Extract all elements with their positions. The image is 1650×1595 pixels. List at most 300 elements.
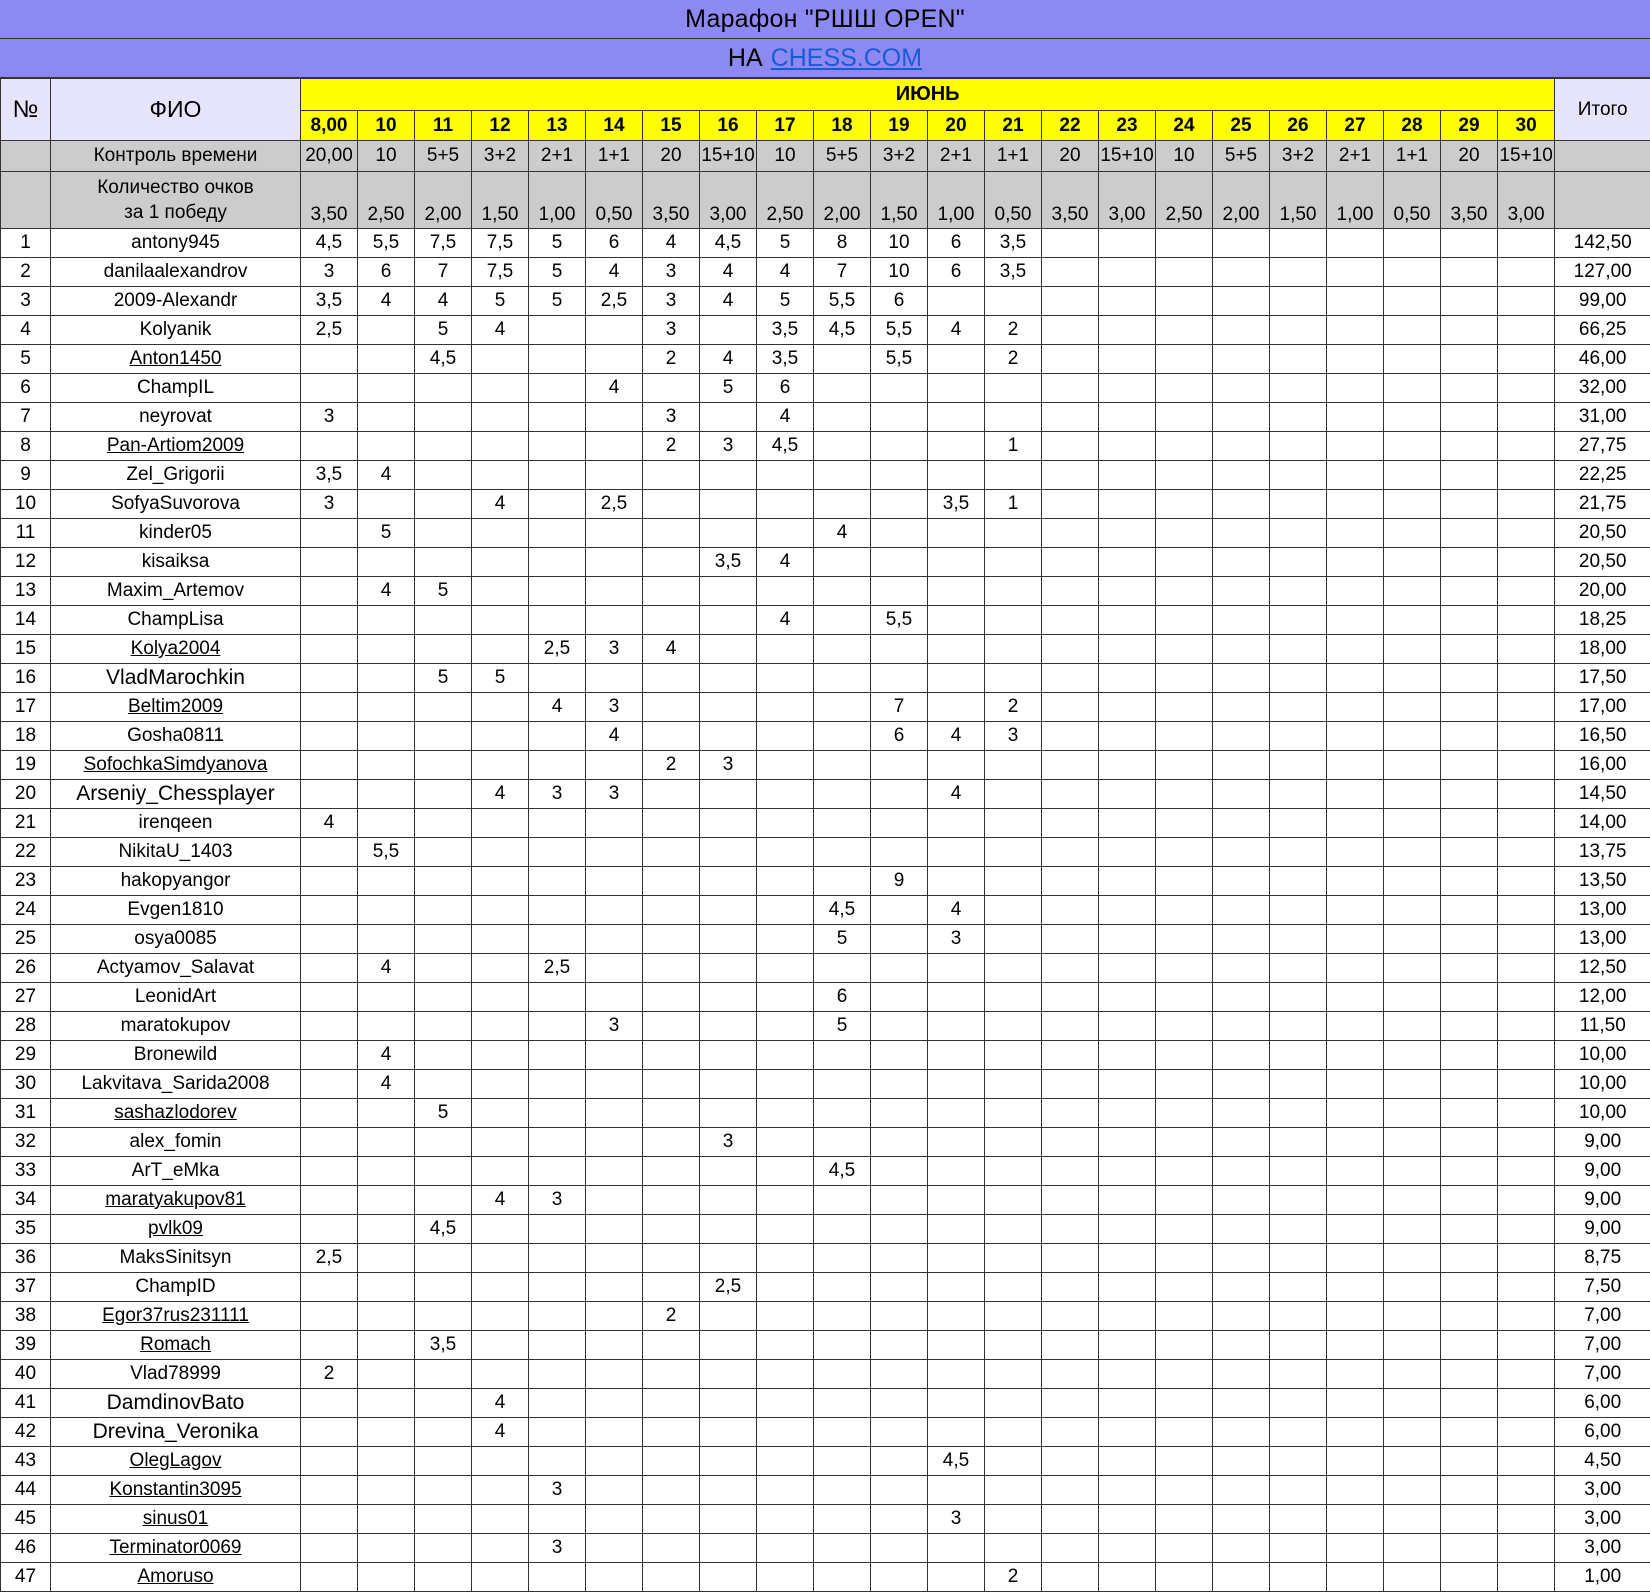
total-cell: 4,50	[1555, 1447, 1650, 1476]
points-per-win-cell: 1,00	[928, 172, 985, 229]
score-cell	[1498, 983, 1555, 1012]
score-cell: 6	[871, 287, 928, 316]
score-cell	[358, 925, 415, 954]
score-cell	[1384, 1012, 1441, 1041]
score-cell: 2,5	[586, 490, 643, 519]
score-cell	[1384, 1186, 1441, 1215]
score-cell	[1327, 1244, 1384, 1273]
score-cell	[586, 345, 643, 374]
player-name[interactable]: Anton1450	[129, 348, 222, 369]
score-cell	[415, 693, 472, 722]
table-row	[1, 1534, 1650, 1563]
score-cell	[757, 1128, 814, 1157]
score-cell	[301, 1157, 358, 1186]
score-cell: 6	[358, 258, 415, 287]
score-cell	[1099, 664, 1156, 693]
score-cell	[1384, 1157, 1441, 1186]
score-cell	[1270, 519, 1327, 548]
score-cell	[871, 751, 928, 780]
total-cell: 127,00	[1555, 258, 1650, 287]
score-cell	[1327, 1331, 1384, 1360]
score-cell	[928, 1302, 985, 1331]
score-cell	[643, 1099, 700, 1128]
time-control-cell: 10	[358, 141, 415, 172]
score-cell	[1042, 345, 1099, 374]
player-name[interactable]: Kolya2004	[130, 638, 221, 659]
score-cell	[1270, 577, 1327, 606]
score-cell	[1099, 693, 1156, 722]
score-cell	[814, 606, 871, 635]
score-cell	[757, 983, 814, 1012]
score-cell	[757, 1012, 814, 1041]
score-cell	[643, 722, 700, 751]
score-cell: 3	[700, 751, 757, 780]
score-cell	[928, 1128, 985, 1157]
player-name: Actyamov_Salavat	[96, 957, 255, 978]
score-cell	[1156, 1563, 1213, 1592]
total-cell: 31,00	[1555, 403, 1650, 432]
score-cell	[1441, 374, 1498, 403]
score-cell	[1327, 635, 1384, 664]
score-cell	[928, 809, 985, 838]
score-cell: 7,5	[415, 229, 472, 258]
score-cell	[1099, 1360, 1156, 1389]
score-cell	[1156, 1273, 1213, 1302]
row-number: 29	[1, 1041, 51, 1070]
table-row	[1, 1563, 1650, 1592]
score-cell	[1327, 925, 1384, 954]
score-cell: 4	[472, 1186, 529, 1215]
score-cell	[358, 664, 415, 693]
score-cell	[358, 1534, 415, 1563]
score-cell	[472, 1563, 529, 1592]
score-cell	[529, 809, 586, 838]
player-name[interactable]: sashazlodorev	[114, 1102, 237, 1123]
score-cell: 3	[586, 635, 643, 664]
score-cell	[757, 1099, 814, 1128]
score-cell	[1441, 925, 1498, 954]
score-cell	[586, 1534, 643, 1563]
score-cell	[814, 548, 871, 577]
score-cell	[928, 403, 985, 432]
player-name-cell	[51, 1563, 301, 1592]
score-cell	[1156, 577, 1213, 606]
score-cell	[1441, 1418, 1498, 1447]
table-row	[1, 577, 1650, 606]
table-row	[1, 664, 1650, 693]
score-cell	[643, 1215, 700, 1244]
total-cell: 3,00	[1555, 1505, 1650, 1534]
score-cell	[586, 664, 643, 693]
score-cell: 5,5	[871, 345, 928, 374]
score-cell	[1441, 1244, 1498, 1273]
score-cell	[643, 1447, 700, 1476]
score-cell	[985, 867, 1042, 896]
score-cell	[1042, 1070, 1099, 1099]
player-name[interactable]: Beltim2009	[127, 696, 224, 717]
score-cell	[871, 403, 928, 432]
score-cell	[358, 403, 415, 432]
score-cell	[1099, 1128, 1156, 1157]
player-name[interactable]: Terminator0069	[109, 1537, 242, 1558]
score-cell	[1156, 1099, 1213, 1128]
score-cell	[586, 432, 643, 461]
score-cell	[529, 867, 586, 896]
points-per-win-cell: 3,50	[1042, 172, 1099, 229]
row-number: 9	[1, 461, 51, 490]
score-cell	[871, 1534, 928, 1563]
score-cell	[1099, 780, 1156, 809]
row-number: 11	[1, 519, 51, 548]
score-cell	[415, 1534, 472, 1563]
score-cell	[1384, 693, 1441, 722]
score-cell	[1498, 1099, 1555, 1128]
total-cell: 9,00	[1555, 1215, 1650, 1244]
row-number: 33	[1, 1157, 51, 1186]
score-cell	[1270, 925, 1327, 954]
score-cell	[1042, 1186, 1099, 1215]
score-cell	[1498, 577, 1555, 606]
score-cell	[757, 867, 814, 896]
header-name: ФИО	[51, 79, 301, 141]
score-cell	[1270, 1447, 1327, 1476]
score-cell	[928, 1186, 985, 1215]
player-name-cell	[51, 1215, 301, 1244]
score-cell	[985, 548, 1042, 577]
score-cell	[1099, 403, 1156, 432]
score-cell	[301, 751, 358, 780]
score-cell	[643, 1418, 700, 1447]
player-name[interactable]: Amoruso	[137, 1566, 214, 1587]
table-row	[1, 345, 1650, 374]
score-cell	[1270, 896, 1327, 925]
table-row	[1, 1418, 1650, 1447]
score-cell	[1213, 1447, 1270, 1476]
score-cell	[1270, 1128, 1327, 1157]
score-cell	[358, 432, 415, 461]
score-cell	[1270, 838, 1327, 867]
score-cell	[472, 403, 529, 432]
score-cell	[415, 983, 472, 1012]
row-number: 22	[1, 838, 51, 867]
score-cell	[358, 1244, 415, 1273]
score-cell	[1099, 345, 1156, 374]
score-cell	[1327, 664, 1384, 693]
score-cell	[1327, 1476, 1384, 1505]
player-name[interactable]: Egor37rus231111	[102, 1305, 249, 1326]
score-cell: 1	[985, 432, 1042, 461]
score-cell	[928, 345, 985, 374]
score-cell	[1213, 577, 1270, 606]
score-cell	[814, 345, 871, 374]
player-name[interactable]: sinus01	[142, 1508, 209, 1529]
score-cell	[1327, 1099, 1384, 1128]
score-cell	[871, 1215, 928, 1244]
score-cell	[415, 780, 472, 809]
total-cell: 1,00	[1555, 1563, 1650, 1592]
player-name: VladMarochkin	[106, 666, 245, 689]
score-cell	[814, 1302, 871, 1331]
score-cell	[586, 1128, 643, 1157]
score-cell	[472, 1099, 529, 1128]
score-cell	[1099, 606, 1156, 635]
score-cell	[358, 722, 415, 751]
score-cell	[757, 577, 814, 606]
score-cell: 7	[871, 693, 928, 722]
score-cell	[1099, 229, 1156, 258]
score-cell	[1327, 403, 1384, 432]
score-cell	[529, 403, 586, 432]
score-cell	[700, 809, 757, 838]
score-cell: 7,5	[472, 258, 529, 287]
score-cell: 4	[472, 1389, 529, 1418]
player-name-cell	[51, 1447, 301, 1476]
day-header: 16	[700, 111, 757, 141]
pts-total-blank	[1555, 172, 1650, 229]
score-cell	[1327, 1157, 1384, 1186]
score-cell	[1327, 983, 1384, 1012]
score-cell	[757, 1534, 814, 1563]
player-name-cell	[51, 1534, 301, 1563]
score-cell	[1270, 1012, 1327, 1041]
score-cell	[358, 1186, 415, 1215]
score-cell	[1441, 606, 1498, 635]
tc-total-blank	[1555, 141, 1650, 172]
score-cell	[586, 1041, 643, 1070]
score-cell	[358, 780, 415, 809]
score-cell	[757, 1360, 814, 1389]
score-cell: 3	[700, 432, 757, 461]
score-cell	[415, 1070, 472, 1099]
score-cell	[1441, 780, 1498, 809]
score-cell	[643, 867, 700, 896]
score-cell	[301, 345, 358, 374]
score-cell	[1042, 1244, 1099, 1273]
score-cell	[928, 374, 985, 403]
total-cell: 20,50	[1555, 519, 1650, 548]
score-cell	[1099, 1099, 1156, 1128]
score-cell	[643, 1244, 700, 1273]
score-cell	[1498, 780, 1555, 809]
score-cell	[1441, 1070, 1498, 1099]
player-name-cell	[51, 1505, 301, 1534]
score-cell	[1042, 1563, 1099, 1592]
score-cell	[586, 519, 643, 548]
score-cell	[1384, 1215, 1441, 1244]
points-per-win-cell: 3,50	[643, 172, 700, 229]
score-cell	[358, 1563, 415, 1592]
total-cell: 13,50	[1555, 867, 1650, 896]
score-cell: 5,5	[871, 606, 928, 635]
score-cell	[1384, 954, 1441, 983]
points-per-win-cell: 1,00	[1327, 172, 1384, 229]
score-cell	[358, 1476, 415, 1505]
player-name[interactable]: OlegLagov	[129, 1450, 222, 1471]
score-cell	[757, 1244, 814, 1273]
score-cell	[1213, 1389, 1270, 1418]
table-row	[1, 1302, 1650, 1331]
score-cell	[1270, 461, 1327, 490]
score-cell	[415, 896, 472, 925]
score-cell	[985, 1476, 1042, 1505]
score-cell	[1213, 1215, 1270, 1244]
score-cell	[301, 1476, 358, 1505]
player-name-cell	[51, 1302, 301, 1331]
score-cell	[871, 635, 928, 664]
score-cell	[586, 867, 643, 896]
score-cell	[1498, 1534, 1555, 1563]
score-cell	[586, 751, 643, 780]
score-cell	[1156, 1389, 1213, 1418]
day-header: 22	[1042, 111, 1099, 141]
score-cell	[301, 896, 358, 925]
score-cell	[643, 1041, 700, 1070]
chess-com-link[interactable]: CHESS.COM	[770, 43, 923, 72]
score-cell: 3,5	[301, 461, 358, 490]
player-name: Evgen1810	[127, 899, 224, 920]
score-cell	[472, 1360, 529, 1389]
score-cell	[757, 461, 814, 490]
score-cell: 3	[301, 258, 358, 287]
total-cell: 9,00	[1555, 1128, 1650, 1157]
score-cell	[1156, 635, 1213, 664]
day-header: 11	[415, 111, 472, 141]
total-cell: 21,75	[1555, 490, 1650, 519]
score-cell	[529, 519, 586, 548]
score-cell: 5	[757, 229, 814, 258]
score-cell	[1099, 838, 1156, 867]
score-cell	[1384, 1331, 1441, 1360]
score-cell	[1498, 432, 1555, 461]
score-cell: 5,5	[358, 229, 415, 258]
score-cell	[1156, 954, 1213, 983]
score-cell	[358, 1302, 415, 1331]
score-cell	[529, 461, 586, 490]
table-row	[1, 1273, 1650, 1302]
score-cell	[1213, 896, 1270, 925]
score-cell	[1213, 461, 1270, 490]
score-cell	[1327, 1215, 1384, 1244]
score-cell: 5	[415, 664, 472, 693]
score-cell	[928, 1476, 985, 1505]
score-cell	[814, 1505, 871, 1534]
score-cell	[1042, 1041, 1099, 1070]
score-cell	[814, 1070, 871, 1099]
score-cell	[1384, 432, 1441, 461]
score-cell	[358, 606, 415, 635]
score-cell	[1156, 1447, 1213, 1476]
score-cell	[643, 693, 700, 722]
score-cell: 2,5	[700, 1273, 757, 1302]
player-name[interactable]: Romach	[140, 1334, 211, 1355]
score-cell	[871, 1418, 928, 1447]
score-cell	[871, 490, 928, 519]
total-cell: 10,00	[1555, 1070, 1650, 1099]
score-cell: 4,5	[415, 345, 472, 374]
score-cell	[985, 1215, 1042, 1244]
score-cell: 1	[985, 490, 1042, 519]
score-cell	[1384, 983, 1441, 1012]
player-name-cell	[51, 896, 301, 925]
score-cell	[1099, 1389, 1156, 1418]
row-number: 45	[1, 1505, 51, 1534]
score-cell	[871, 577, 928, 606]
time-control-cell: 5+5	[814, 141, 871, 172]
player-name[interactable]: SofochkaSimdyanova	[83, 754, 268, 775]
score-cell	[1156, 1302, 1213, 1331]
score-cell	[1270, 1041, 1327, 1070]
player-name-cell	[51, 316, 301, 345]
score-cell	[700, 1476, 757, 1505]
score-cell	[1270, 1302, 1327, 1331]
player-name[interactable]: pvlk09	[148, 1218, 203, 1239]
player-name[interactable]: Pan-Artiom2009	[106, 435, 245, 456]
total-cell: 7,00	[1555, 1360, 1650, 1389]
score-cell	[1441, 1041, 1498, 1070]
time-control-cell: 2+1	[529, 141, 586, 172]
player-name[interactable]: maratyakupov81	[105, 1189, 246, 1210]
score-cell	[1213, 1273, 1270, 1302]
score-cell	[1441, 1389, 1498, 1418]
score-cell	[301, 1331, 358, 1360]
player-name[interactable]: Konstantin3095	[109, 1479, 242, 1500]
score-cell	[1156, 548, 1213, 577]
score-cell	[1384, 606, 1441, 635]
score-cell	[985, 1099, 1042, 1128]
score-cell	[1498, 258, 1555, 287]
player-name-cell	[51, 1273, 301, 1302]
score-cell	[1099, 1215, 1156, 1244]
row-number: 2	[1, 258, 51, 287]
score-cell	[1213, 1186, 1270, 1215]
score-cell	[985, 1505, 1042, 1534]
score-cell	[1042, 1389, 1099, 1418]
score-cell: 2,5	[301, 1244, 358, 1273]
score-cell	[1384, 722, 1441, 751]
score-cell	[1327, 1012, 1384, 1041]
player-name: antony945	[131, 232, 220, 253]
score-cell: 4	[358, 577, 415, 606]
score-cell	[1384, 316, 1441, 345]
score-cell: 4	[358, 1070, 415, 1099]
score-cell	[472, 1447, 529, 1476]
time-control-cell: 5+5	[415, 141, 472, 172]
score-cell	[1213, 1244, 1270, 1273]
score-cell	[871, 432, 928, 461]
score-cell	[1498, 1041, 1555, 1070]
score-cell	[1270, 1476, 1327, 1505]
score-cell	[472, 635, 529, 664]
total-cell: 14,50	[1555, 780, 1650, 809]
score-cell	[1384, 374, 1441, 403]
score-cell	[1042, 316, 1099, 345]
score-cell	[1156, 867, 1213, 896]
score-cell	[1384, 1302, 1441, 1331]
score-cell	[1042, 925, 1099, 954]
score-cell	[586, 606, 643, 635]
score-cell	[1213, 1041, 1270, 1070]
score-cell	[1498, 1128, 1555, 1157]
time-control-cell: 20	[1042, 141, 1099, 172]
score-cell	[643, 1128, 700, 1157]
score-cell	[1270, 664, 1327, 693]
score-cell	[1498, 664, 1555, 693]
score-cell	[1498, 606, 1555, 635]
score-cell	[1042, 1331, 1099, 1360]
player-name-cell	[51, 1012, 301, 1041]
day-header: 25	[1213, 111, 1270, 141]
player-name-cell	[51, 1331, 301, 1360]
